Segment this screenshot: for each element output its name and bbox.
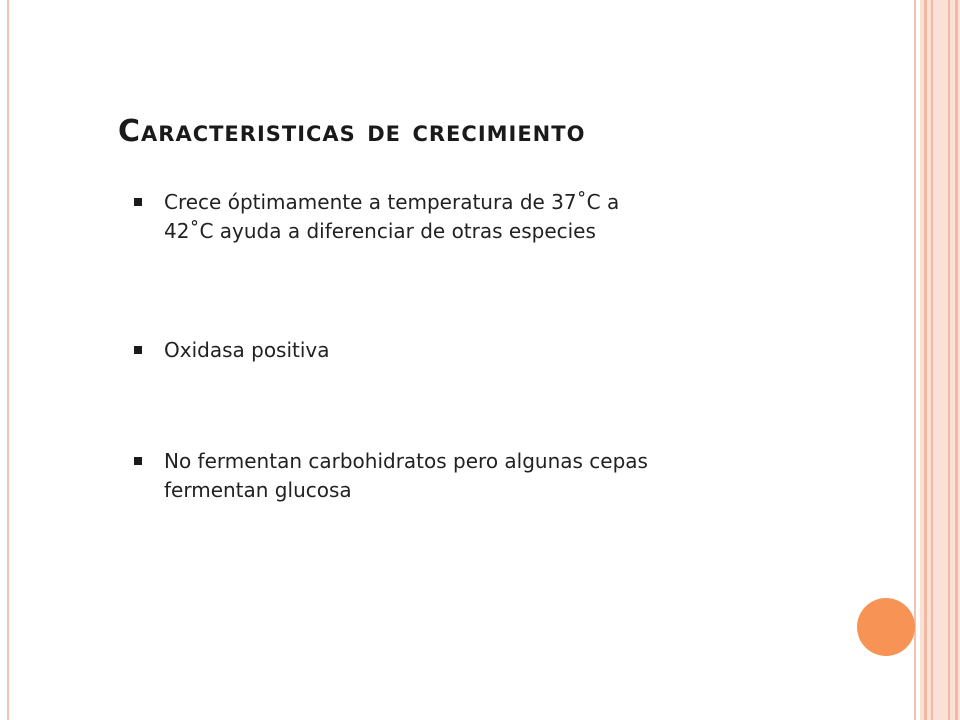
list-item xyxy=(134,447,674,505)
bullet-text: Oxidasa positiva xyxy=(164,338,330,362)
slide-title: Caracteristicas de crecimiento xyxy=(118,114,586,149)
accent-circle xyxy=(857,598,915,656)
square-bullet-icon xyxy=(134,198,142,206)
decorative-stripe xyxy=(948,0,950,720)
square-bullet-icon xyxy=(134,457,142,465)
decorative-stripe xyxy=(924,0,927,720)
bullet-text: No fermentan carbohidratos pero algunas cepas fermentan glucosa xyxy=(164,449,648,502)
list-item xyxy=(134,188,634,246)
decorative-stripe xyxy=(931,0,933,720)
square-bullet-icon xyxy=(134,346,142,354)
decorative-stripe xyxy=(955,0,958,720)
bullet-text: Crece óptimamente a temperatura de 37˚C a 42˚C ayuda a diferenciar de otras especies xyxy=(164,190,620,243)
list-item xyxy=(134,336,674,365)
